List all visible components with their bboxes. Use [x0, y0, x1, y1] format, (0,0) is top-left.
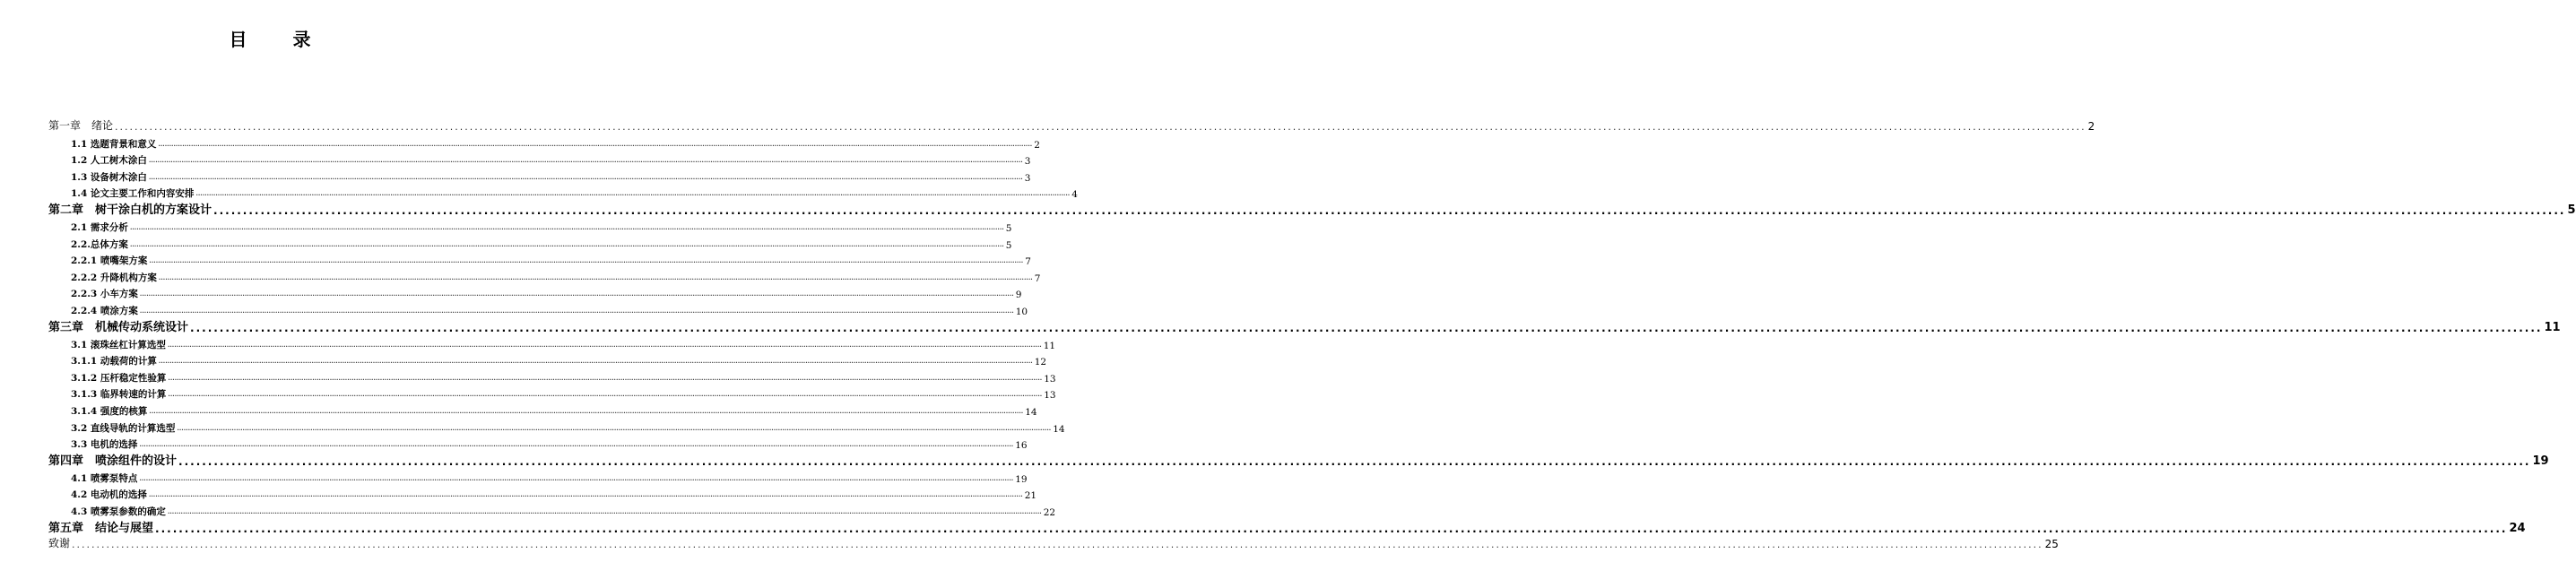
toc-section-entry[interactable] [71, 167, 1031, 184]
toc-dot-leader: ................................................................................................................................................................................................................................................................................................................................................................................................................ [167, 340, 1042, 349]
toc-dot-leader: ................................................................................................................................................................................................................................................................................................................................................................................................................ [129, 222, 1004, 231]
toc-dot-leader: ................................................................................................................................................................................................................................................................................................................................................................................................................ [155, 523, 2508, 535]
toc-entry-label: 1.4 论文主要工作和内容安排 [71, 188, 195, 200]
toc-page-number: 25 [2044, 538, 2059, 550]
toc-entry-label: 3.1.4 强度的核算 [71, 405, 148, 417]
toc-dot-leader: ................................................................................................................................................................................................................................................................................................................................................................................................................ [129, 239, 1004, 248]
toc-entry-label: 第一章 绪论 [48, 119, 114, 132]
toc-dot-leader: ................................................................................................................................................................................................................................................................................................................................................................................................................ [190, 322, 2543, 334]
toc-entry-label: 4.1 喷雾泵特点 [71, 472, 138, 484]
toc-section-entry[interactable] [71, 351, 1047, 368]
toc-page-number: 9 [1015, 290, 1022, 301]
toc-page-number: 19 [1015, 473, 1028, 485]
toc-page-number: 10 [1015, 306, 1028, 317]
toc-chapter-entry[interactable] [48, 451, 2549, 469]
toc-page-number: 13 [1044, 373, 1056, 385]
toc-section-entry[interactable] [71, 485, 1037, 502]
toc-dot-leader: ................................................................................................................................................................................................................................................................................................................................................................................................................ [115, 121, 2086, 133]
toc-dot-leader: ................................................................................................................................................................................................................................................................................................................................................................................................................ [72, 539, 2043, 550]
toc-dot-leader: ................................................................................................................................................................................................................................................................................................................................................................................................................ [213, 204, 2566, 218]
toc-chapter-entry[interactable] [48, 200, 2576, 218]
toc-entry-label: 3.1 滚珠丝杠计算选型 [71, 339, 166, 350]
toc-dot-leader: ................................................................................................................................................................................................................................................................................................................................................................................................................ [139, 306, 1014, 315]
toc-entry-label: 3.2 直线导轨的计算选型 [71, 422, 176, 434]
toc-page-number: 16 [1015, 440, 1028, 452]
toc-page-number: 5 [2567, 203, 2576, 218]
toc-page-number: 2 [2087, 120, 2095, 133]
toc-dot-leader: ................................................................................................................................................................................................................................................................................................................................................................................................................ [158, 272, 1033, 281]
toc-dot-leader: ................................................................................................................................................................................................................................................................................................................................................................................................................ [195, 189, 1071, 198]
toc-page-number: 3 [1024, 172, 1031, 184]
toc-section-entry[interactable] [71, 385, 1056, 402]
toc-section-entry[interactable] [71, 234, 1012, 251]
toc-entry-label: 2.1 需求分析 [71, 221, 128, 233]
toc-chapter-entry[interactable] [48, 518, 2526, 535]
toc-entry-label: 2.2.2 升降机构方案 [71, 272, 157, 283]
toc-page-number: 11 [2544, 321, 2561, 334]
toc-dot-leader: ................................................................................................................................................................................................................................................................................................................................................................................................................ [158, 139, 1033, 148]
toc-dot-leader: ................................................................................................................................................................................................................................................................................................................................................................................................................ [167, 506, 1042, 515]
toc-entry-label: 致谢 [48, 537, 71, 549]
toc-entry-label: 1.1 选题背景和意义 [71, 138, 157, 150]
toc-dot-leader: ................................................................................................................................................................................................................................................................................................................................................................................................................ [177, 423, 1052, 432]
toc-page-number: 5 [1005, 239, 1012, 251]
page-title: 目 录 [229, 29, 331, 50]
toc-entry-label: 2.2.1 喷嘴架方案 [71, 255, 148, 267]
toc-section-entry[interactable] [71, 435, 1028, 452]
toc-dot-leader: ................................................................................................................................................................................................................................................................................................................................................................................................................ [139, 290, 1014, 298]
toc-entry-label: 第三章 机械传动系统设计 [48, 321, 189, 334]
toc-entry-label: 4.2 电动机的选择 [71, 489, 147, 501]
toc-dot-leader: ................................................................................................................................................................................................................................................................................................................................................................................................................ [139, 440, 1014, 449]
toc-page-number: 22 [1043, 506, 1056, 518]
toc-entry-label: 2.2.总体方案 [71, 238, 128, 250]
toc-section-entry[interactable] [71, 468, 1028, 485]
toc-entry-label: 第四章 喷涂组件的设计 [48, 454, 178, 469]
toc-entry-label: 1.3 设备树木涂白 [71, 171, 147, 183]
toc-section-entry[interactable] [71, 401, 1037, 418]
toc-section-entry[interactable] [71, 501, 1056, 518]
toc-dot-leader: ................................................................................................................................................................................................................................................................................................................................................................................................................ [139, 473, 1014, 482]
toc-section-entry[interactable] [71, 134, 1040, 151]
toc-page-number: 13 [1044, 390, 1056, 402]
toc-dot-leader: ................................................................................................................................................................................................................................................................................................................................................................................................................ [168, 390, 1043, 399]
toc-page-number: 12 [1034, 357, 1047, 368]
toc-dot-leader: ................................................................................................................................................................................................................................................................................................................................................................................................................ [149, 406, 1024, 415]
toc-page-number: 21 [1024, 490, 1037, 502]
toc-section-entry[interactable] [71, 300, 1028, 317]
toc-dot-leader: ................................................................................................................................................................................................................................................................................................................................................................................................................ [148, 490, 1023, 499]
toc-section-entry[interactable] [71, 418, 1065, 435]
toc-entry-label: 第五章 结论与展望 [48, 522, 154, 535]
toc-entry-label: 3.1.1 动载荷的计算 [71, 356, 157, 368]
toc-dot-leader: ................................................................................................................................................................................................................................................................................................................................................................................................................ [149, 256, 1024, 265]
toc-dot-leader: ................................................................................................................................................................................................................................................................................................................................................................................................................ [148, 156, 1023, 165]
toc-section-entry[interactable] [71, 267, 1041, 284]
toc-section-entry[interactable] [71, 284, 1022, 301]
toc-page-number: 11 [1043, 340, 1056, 351]
toc-entry-label: 4.3 喷雾泵参数的确定 [71, 506, 166, 517]
toc-page-number: 19 [2532, 454, 2549, 469]
toc-entry-label: 3.3 电机的选择 [71, 439, 138, 451]
toc-entry-label: 3.1.2 压杆稳定性验算 [71, 372, 167, 384]
toc-section-entry[interactable] [71, 368, 1056, 385]
toc-section-entry[interactable] [71, 217, 1012, 234]
toc-chapter-entry[interactable] [48, 117, 2095, 133]
toc-section-entry[interactable] [71, 151, 1031, 168]
toc-page-number: 7 [1034, 272, 1041, 284]
toc-entry-label: 2.2.4 喷涂方案 [71, 305, 138, 316]
toc-chapter-entry[interactable] [48, 535, 2059, 550]
toc-section-entry[interactable] [71, 251, 1031, 268]
toc-chapter-entry[interactable] [48, 317, 2561, 334]
toc-page-number: 2 [1034, 139, 1040, 151]
toc-page-number: 4 [1071, 189, 1078, 201]
toc-page-number: 3 [1024, 156, 1031, 168]
toc-dot-leader: ................................................................................................................................................................................................................................................................................................................................................................................................................ [148, 172, 1023, 181]
toc-dot-leader: ................................................................................................................................................................................................................................................................................................................................................................................................................ [168, 373, 1043, 382]
toc-entry-label: 2.2.3 小车方案 [71, 289, 138, 300]
toc-section-entry[interactable] [71, 184, 1078, 201]
toc-page-number: 14 [1053, 423, 1065, 435]
toc-page-number: 7 [1025, 256, 1031, 268]
toc-entry-label: 1.2 人工树木涂白 [71, 155, 147, 167]
toc-dot-leader: ................................................................................................................................................................................................................................................................................................................................................................................................................ [158, 357, 1033, 366]
toc-page-number: 24 [2509, 522, 2526, 535]
toc-section-entry[interactable] [71, 334, 1056, 351]
toc-page-number: 14 [1025, 406, 1037, 418]
toc-entry-label: 第二章 树干涂白机的方案设计 [48, 203, 212, 218]
toc-entry-label: 3.1.3 临界转速的计算 [71, 389, 167, 401]
toc-page-number: 5 [1005, 222, 1012, 234]
toc-dot-leader: ................................................................................................................................................................................................................................................................................................................................................................................................................ [178, 455, 2531, 469]
